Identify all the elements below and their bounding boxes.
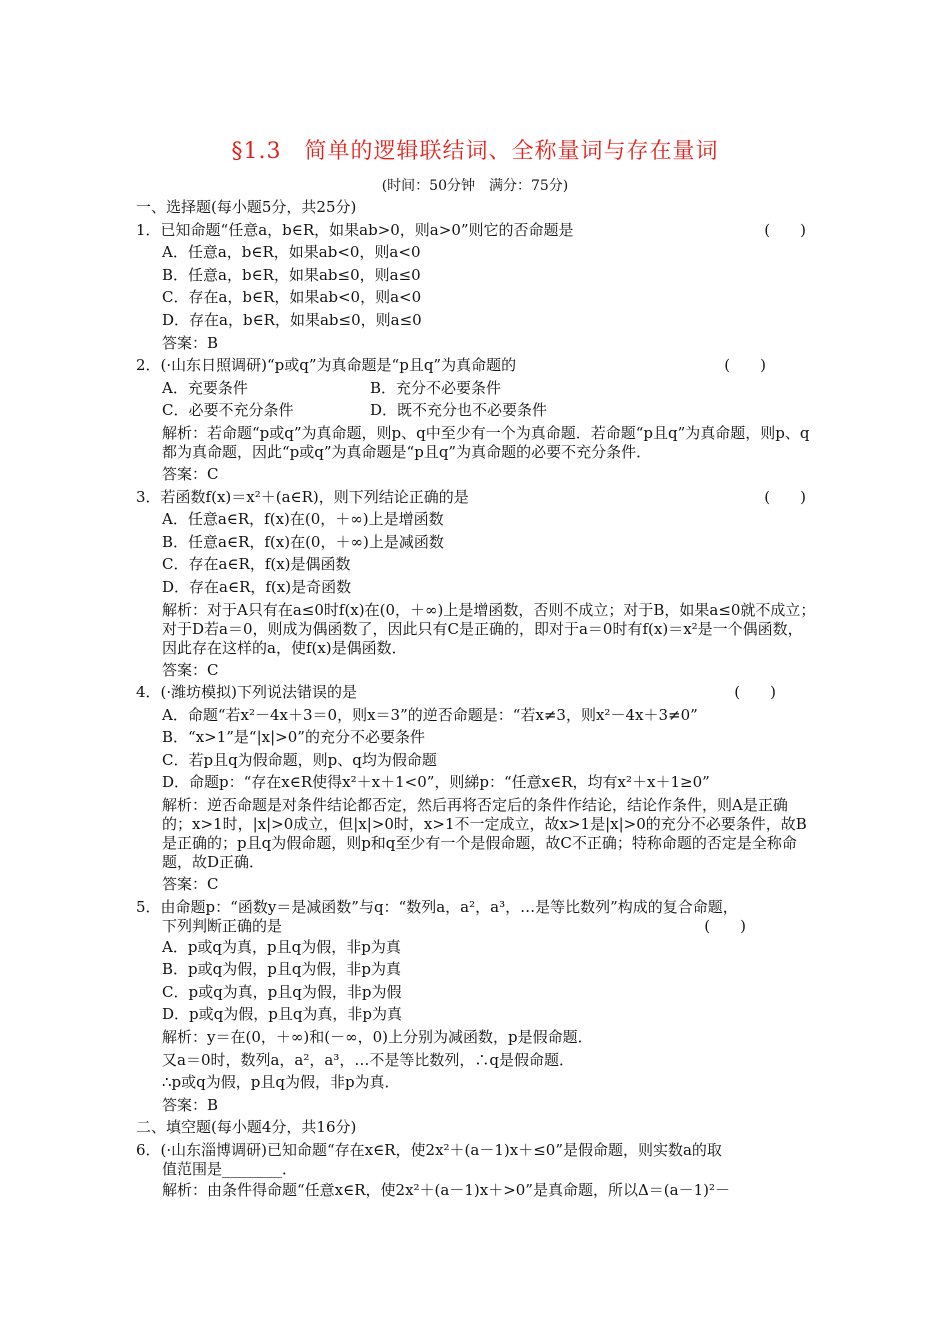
- option: C．必要不充分条件: [162, 401, 294, 420]
- answer-bracket: ( ): [704, 916, 746, 935]
- question-2-stem: [136, 354, 816, 377]
- option: C．若p且q为假命题，则p、q均为假命题: [162, 750, 437, 769]
- option: C．存在a∈R，f(x)是偶函数: [162, 555, 351, 574]
- question-3-stem: [136, 486, 816, 509]
- section-heading: 二、填空题(每小题4分，共16分): [136, 1118, 357, 1137]
- question-text: 下列判断正确的是: [162, 916, 283, 935]
- answer-bracket: ( ): [764, 487, 806, 506]
- question-5-stem-cont: [136, 917, 816, 936]
- option: D．命题p：“存在x∈R使得x²＋x＋1<0”，则綈p：“任意x∈R，均有x²＋x＋1≥0”: [162, 773, 710, 792]
- option: A．任意a，b∈R，如果ab<0，则a<0: [162, 243, 421, 262]
- option: D．存在a，b∈R，如果ab≤0，则a≤0: [162, 310, 422, 329]
- analysis: 又a＝0时，数列a，a²，a³，…不是等比数列，∴q是假命题．: [162, 1050, 574, 1069]
- question-6-stem-cont: 值范围是________．: [162, 1160, 298, 1178]
- option: B．任意a，b∈R，如果ab≤0，则a≤0: [162, 265, 421, 284]
- option: B．p或q为假，p且q为假，非p为真: [162, 960, 402, 979]
- analysis: 解析：由条件得命题“任意x∈R，使2x²＋(a－1)x＋>0”是真命题，所以Δ＝(a－1)²－: [162, 1181, 731, 1199]
- answer-line: 答案：C: [162, 660, 219, 679]
- question-4-stem: [136, 681, 816, 704]
- option-row: [136, 399, 816, 422]
- option: B．“x>1”是“|x|>0”的充分不必要条件: [162, 728, 425, 747]
- analysis: 解析：对于A只有在a≤0时f(x)在(0，＋∞)上是增函数，否则不成立；对于B，如果a≤0就不成立；对于D若a＝0，则成为偶函数了，因此只有C是正确的，即对于a＝0时有f(x)＝x²是一个偶函数，因此存在这样的a，使f(x)是偶函数．: [162, 600, 816, 657]
- option: D．存在a∈R，f(x)是奇函数: [162, 577, 352, 596]
- answer-line: 答案：C: [162, 875, 219, 894]
- option: C．存在a，b∈R，如果ab<0，则a<0: [162, 288, 422, 307]
- option: C．p或q为真，p且q为假，非p为假: [162, 982, 402, 1001]
- option: A．p或q为真，p且q为假，非p为真: [162, 937, 401, 956]
- option: A．充要条件: [162, 378, 248, 397]
- question-text: 3．若函数f(x)＝x²＋(a∈R)，则下列结论正确的是: [136, 487, 469, 506]
- exam-info: (时间：50分钟 满分：75分): [381, 178, 569, 194]
- question-1-stem: [136, 219, 816, 242]
- analysis: 解析：y＝在(0，＋∞)和(－∞，0)上分别为减函数，p是假命题．: [162, 1028, 593, 1047]
- question-text: 4．(·潍坊模拟)下列说法错误的是: [136, 683, 358, 702]
- question-6-stem: 6．(·山东淄博调研)已知命题“存在x∈R，使2x²＋(a－1)x＋≤0”是假命题，则实数a的取: [136, 1141, 722, 1159]
- analysis: ∴p或q为假，p且q为假，非p为真．: [162, 1073, 400, 1092]
- answer-line: 答案：C: [162, 464, 219, 483]
- analysis: 解析：逆否命题是对条件结论都否定，然后再将否定后的条件作结论，结论作条件，则A是正确的；x>1时，|x|>0成立，但|x|>0时，x>1不一定成立，故x>1是|x|>0的充分不必要条件，故B是正确的；p且q为假命题，则p和q至少有一个是假命题，故C不正确；特称命题的否定是全称命题，故D正确．: [162, 796, 807, 872]
- question-5-stem: 5．由命题p：“函数y＝是减函数”与q：“数列a，a²，a³，…是等比数列”构成的复合命题，: [136, 897, 738, 916]
- analysis: 解析：若命题“p或q”为真命题，则p、q中至少有一个为真命题．若命题“p且q”为真命题，则p、q都为真命题，因此“p或q”为真命题是“p且q”为真命题的必要不充分条件．: [162, 423, 810, 461]
- option: B．任意a∈R，f(x)在(0，＋∞)上是减函数: [162, 532, 444, 551]
- option: B．充分不必要条件: [370, 378, 502, 397]
- option: A．命题“若x²－4x＋3＝0，则x＝3”的逆否命题是：“若x≠3，则x²－4x＋3≠0”: [162, 705, 698, 724]
- answer-line: 答案：B: [162, 333, 219, 352]
- option: A．任意a∈R，f(x)在(0，＋∞)上是增函数: [162, 510, 444, 529]
- question-text: 2．(·山东日照调研)“p或q”为真命题是“p且q”为真命题的: [136, 356, 517, 375]
- answer-line: 答案：B: [162, 1095, 219, 1114]
- answer-bracket: ( ): [734, 683, 776, 702]
- question-text: 1．已知命题“任意a，b∈R，如果ab>0，则a>0”则它的否命题是: [136, 220, 574, 239]
- document-body: [136, 196, 816, 1202]
- option: D．p或q为假，p且q为真，非p为真: [162, 1005, 403, 1024]
- section-heading: 一、选择题(每小题5分，共25分): [136, 198, 357, 216]
- option-row: [136, 377, 816, 400]
- page-title: §1.3 简单的逻辑联结词、全称量词与存在量词: [231, 139, 719, 164]
- answer-bracket: ( ): [724, 356, 766, 375]
- option: D．既不充分也不必要条件: [370, 401, 548, 420]
- answer-bracket: ( ): [764, 220, 806, 239]
